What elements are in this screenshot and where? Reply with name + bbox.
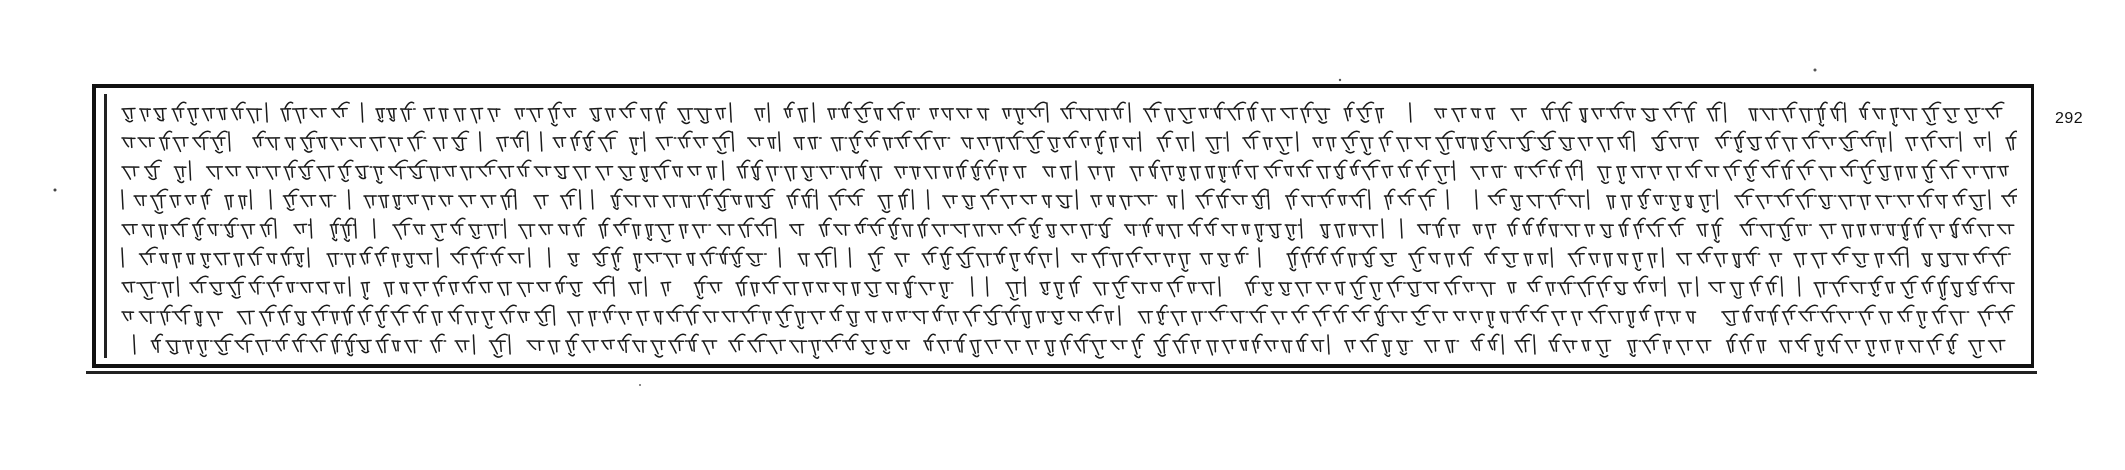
manuscript-line xyxy=(118,330,2017,359)
manuscript-line xyxy=(118,301,2017,330)
manuscript-line xyxy=(118,272,2017,301)
handwritten-script-strokes xyxy=(122,276,2014,300)
handwritten-script-strokes xyxy=(134,334,2005,358)
handwritten-script-strokes xyxy=(122,247,2010,271)
handwritten-script-strokes xyxy=(122,305,2014,328)
manuscript-line xyxy=(118,127,2017,156)
manuscript-line xyxy=(118,98,2017,127)
manuscript-line xyxy=(118,156,2017,185)
manuscript-line xyxy=(118,214,2017,243)
handwritten-script-strokes xyxy=(122,189,2017,213)
handwritten-script-strokes xyxy=(122,102,2004,126)
page-number: 292 xyxy=(2055,110,2084,127)
handwritten-script-strokes xyxy=(122,131,2017,154)
manuscript-line xyxy=(118,185,2017,214)
tibetan-text-block xyxy=(118,98,2017,354)
handwritten-script-strokes xyxy=(122,160,2008,183)
manuscript-line xyxy=(118,243,2017,272)
left-margin-rule xyxy=(104,94,107,358)
handwritten-script-strokes xyxy=(122,218,2014,242)
folio-text-frame xyxy=(92,84,2034,368)
